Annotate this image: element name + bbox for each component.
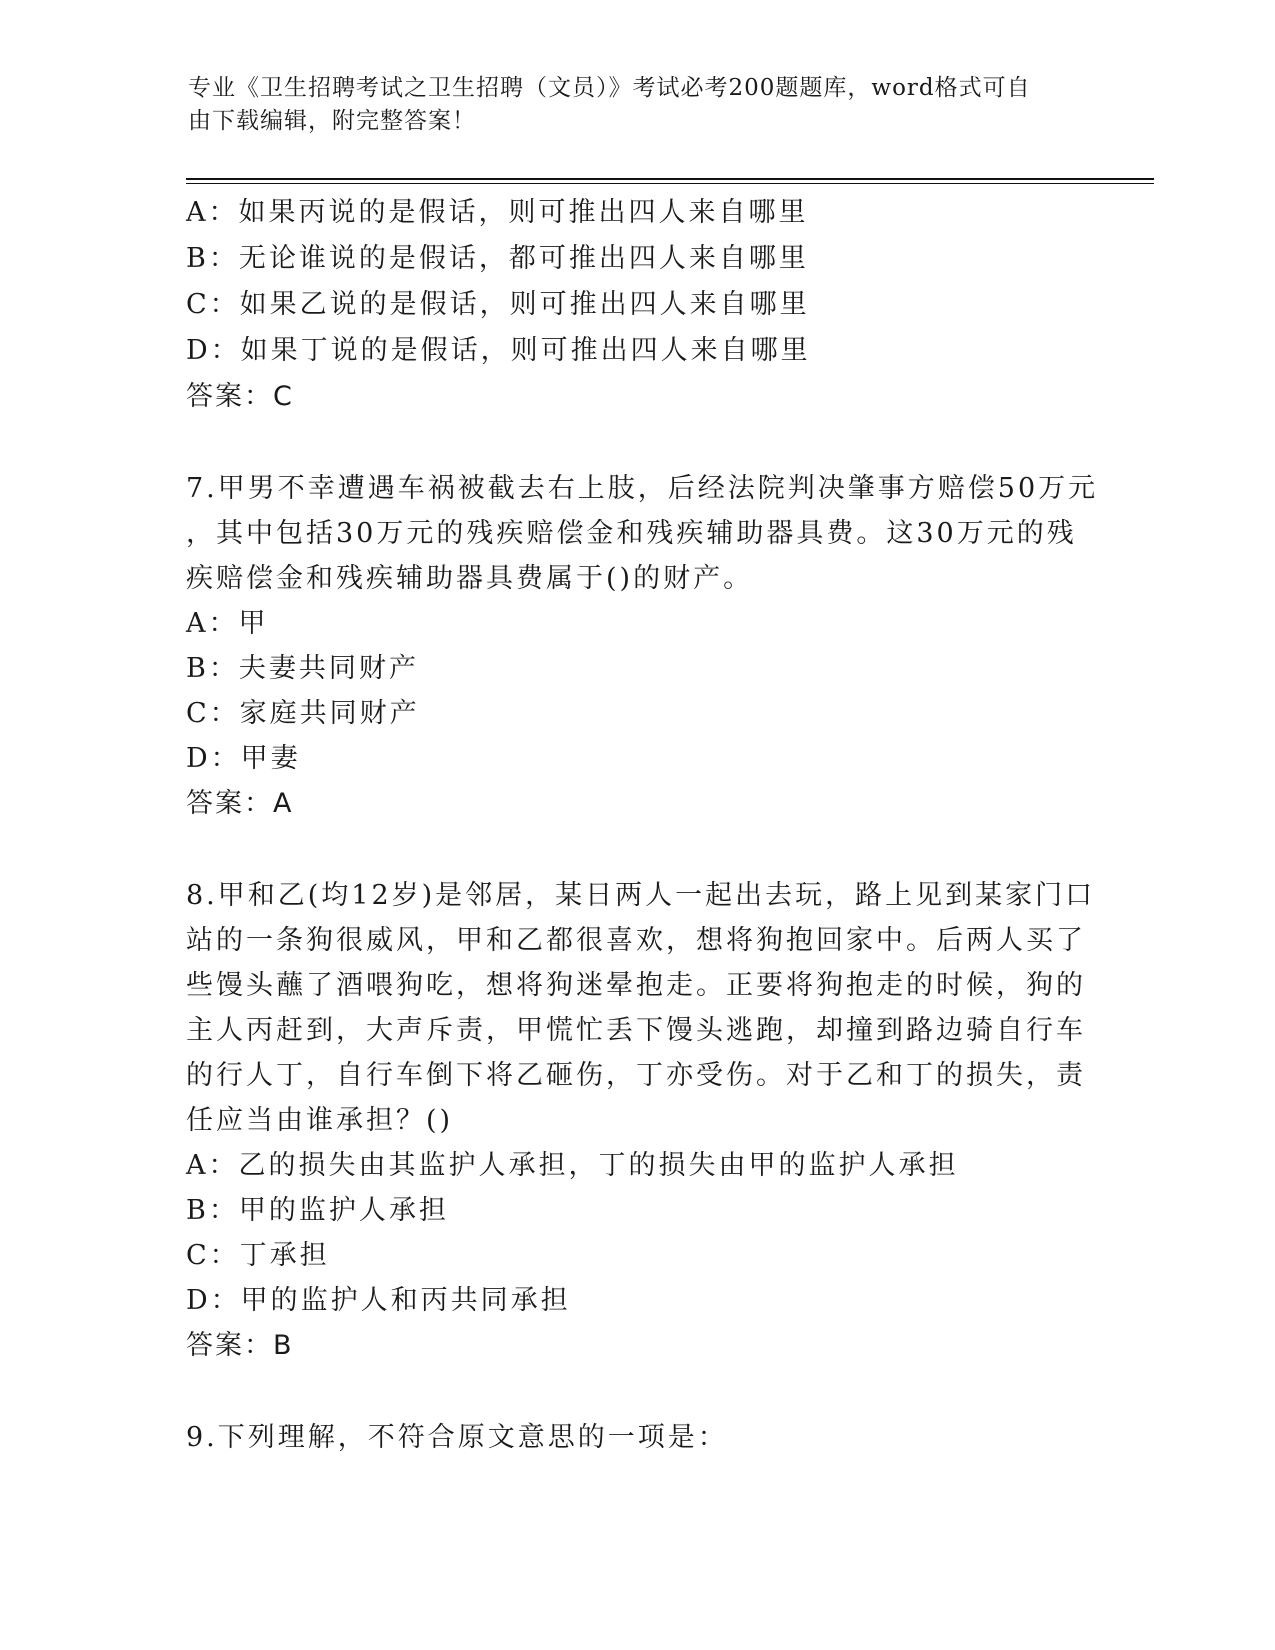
option-a: A：如果丙说的是假话，则可推出四人来自哪里	[186, 197, 809, 228]
option-a: A：甲	[186, 608, 269, 639]
answer-label: 答案：B	[186, 1330, 294, 1361]
question-stem-line: 主人丙赶到，大声斥责，甲慌忙丢下馒头逃跑，却撞到路边骑自行车	[186, 1015, 1086, 1046]
question-stem-line: 些馒头蘸了酒喂狗吃，想将狗迷晕抱走。正要将狗抱走的时候，狗的	[186, 970, 1086, 1001]
option-a: A：乙的损失由其监护人承担，丁的损失由甲的监护人承担	[186, 1150, 959, 1181]
option-b: B：无论谁说的是假话，都可推出四人来自哪里	[186, 243, 809, 274]
question-stem-line: 9.下列理解，不符合原文意思的一项是：	[186, 1422, 728, 1453]
header-rule-thin	[186, 183, 1154, 184]
question-9	[186, 1415, 1086, 1460]
answer-label: 答案：A	[186, 788, 294, 819]
spacer	[186, 827, 1086, 873]
question-stem-line: 任应当由谁承担？()	[186, 1105, 454, 1136]
spacer	[186, 1369, 1086, 1415]
option-b: B：夫妻共同财产	[186, 653, 419, 684]
question-stem-line: 8.甲和乙(均12岁)是邻居，某日两人一起出去玩，路上见到某家门口	[186, 880, 1096, 911]
question-stem-line: 疾赔偿金和残疾辅助器具费属于()的财产。	[186, 563, 754, 594]
question-6-options	[186, 190, 1086, 420]
spacer	[186, 420, 1086, 466]
option-d: D：甲的监护人和丙共同承担	[186, 1285, 571, 1316]
question-stem-line: 站的一条狗很威风，甲和乙都很喜欢，想将狗抱回家中。后两人买了	[186, 925, 1086, 956]
option-c: C：丁承担	[186, 1240, 330, 1271]
question-list	[186, 190, 1099, 1460]
option-c: C：如果乙说的是假话，则可推出四人来自哪里	[186, 289, 810, 320]
option-b: B：甲的监护人承担	[186, 1195, 449, 1226]
document-header	[188, 72, 1068, 138]
header-rule-thick	[186, 178, 1154, 180]
header-line-2: 由下载编辑，附完整答案！	[188, 108, 476, 134]
question-7	[186, 466, 1099, 827]
question-8	[186, 873, 1096, 1369]
header-line-1: 专业《卫生招聘考试之卫生招聘（文员）》考试必考200题题库，word格式可自	[188, 75, 1031, 101]
option-d: D：如果丁说的是假话，则可推出四人来自哪里	[186, 335, 811, 366]
question-stem-line: 的行人丁，自行车倒下将乙砸伤，丁亦受伤。对于乙和丁的损失，责	[186, 1060, 1086, 1091]
option-c: C：家庭共同财产	[186, 698, 420, 729]
option-d: D：甲妻	[186, 743, 301, 774]
question-stem-line: ，其中包括30万元的残疾赔偿金和残疾辅助器具费。这30万元的残	[186, 518, 1077, 549]
question-stem-line: 7.甲男不幸遭遇车祸被截去右上肢，后经法院判决肇事方赔偿50万元	[186, 473, 1099, 504]
answer-label: 答案：C	[186, 381, 294, 412]
